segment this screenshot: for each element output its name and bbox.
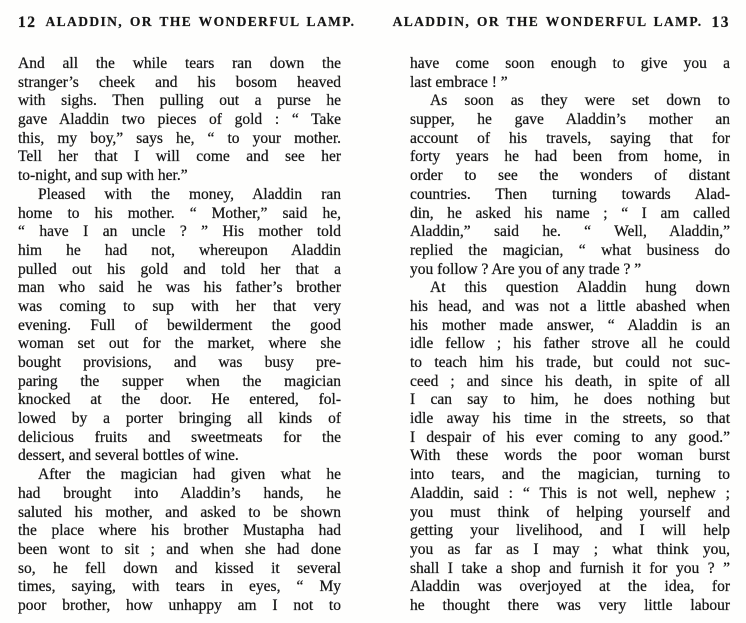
text-line: paring the supper when the magician	[18, 372, 341, 390]
left-page-header	[18, 14, 356, 55]
left-page-number: 12	[18, 14, 37, 31]
text-line: times, saying, with tears in eyes, “ My	[18, 578, 341, 596]
text-line: delicious fruits and sweetmeats for the	[18, 428, 341, 446]
right-page	[392, 14, 730, 616]
text-line: Tell her that I will come and see her	[18, 148, 341, 166]
text-line: account of his travels, saying that for	[410, 129, 730, 147]
text-line: dessert, and several bottles of wine.	[18, 447, 239, 465]
text-line: last embrace ! ”	[410, 73, 508, 91]
text-line: Aladdin, said : “ This is not well, nephew ;	[410, 484, 730, 502]
text-line: I despair of his ever coming to any good.”	[410, 428, 730, 446]
text-line: woman set out for the market, where she	[18, 335, 341, 353]
right-page-header	[392, 14, 730, 55]
text-line: saluted his mother, and asked to be shown	[18, 503, 341, 521]
text-line: Pleased with the money, Aladdin ran	[38, 185, 341, 203]
text-line: shall I take a shop and furnish it for you ? ”	[410, 559, 730, 577]
text-line: “ have I an uncle ? ” His mother told	[18, 223, 341, 241]
right-running-title: ALADDIN, OR THE WONDERFUL LAMP.	[392, 14, 703, 29]
text-line: pulled out his gold and told her that a	[18, 260, 341, 278]
text-line: din, he asked his name ; “ I am called	[410, 204, 730, 222]
text-line: bought provisions, and was busy pre-	[18, 354, 341, 371]
text-line: poor brother, how unhappy am I not to	[18, 596, 341, 614]
text-line: with sighs. Then pulling out a purse he	[18, 92, 341, 110]
text-line: this, my boy,” says he, “ to your mother.	[18, 129, 341, 147]
text-line: gave Aladdin two pieces of gold : “ Take	[18, 111, 341, 129]
text-line: his head, and was not a little abashed when	[410, 297, 730, 315]
text-line: the place where his brother Mustapha had	[18, 522, 341, 540]
text-line: supper, he gave Aladdin’s mother an	[410, 111, 730, 129]
text-line: so, he fell down and kissed it several	[18, 559, 341, 577]
text-line: And all the while tears ran down the	[18, 55, 341, 72]
text-line: you follow ? Are you of any trade ? ”	[410, 260, 642, 278]
text-line: you must think of helping yourself and	[410, 503, 730, 521]
text-line: was coming to sup with her that very	[18, 297, 341, 315]
text-line: At this question Aladdin hung down	[430, 279, 730, 297]
text-line: stranger’s cheek and his bosom heaved	[18, 73, 341, 91]
text-line: him he had not, whereupon Aladdin	[18, 241, 341, 259]
text-line: been wont to sit ; and when she had done	[18, 540, 341, 558]
text-line: his mother made answer, “ Aladdin is an	[410, 316, 730, 334]
text-line: home to his mother. “ Mother,” said he,	[18, 204, 341, 222]
text-line: idle fellow ; his father strove all he could	[410, 335, 730, 353]
text-line: to teach him his trade, but could not suc-	[410, 354, 730, 371]
left-running-title: ALADDIN, OR THE WONDERFUL LAMP.	[45, 14, 356, 29]
right-page-number: 13	[711, 14, 730, 31]
text-line: As soon as they were set down to	[430, 92, 730, 110]
text-line: evening. Full of bewilderment the good	[18, 316, 341, 334]
text-line: getting your livelihood, and I will help	[410, 522, 730, 540]
text-line: had brought into Aladdin’s hands, he	[18, 484, 341, 502]
text-line: to-night, and sup with her.”	[18, 167, 188, 185]
text-line: you as far as I may ; what think you,	[410, 540, 730, 558]
text-line: With these words the poor woman burst	[410, 447, 730, 465]
text-line: lowed by a porter bringing all kinds of	[18, 410, 341, 428]
text-line: Aladdin,” said he. “ Well, Aladdin,”	[410, 223, 730, 241]
text-line: ceed ; and since his death, in spite of all	[410, 372, 730, 390]
text-line: man who said he was his father’s brother	[18, 279, 341, 297]
text-line: forty years he had been from home, in	[410, 148, 730, 166]
text-line: have come soon enough to give you a	[410, 55, 730, 72]
text-line: knocked at the door. He entered, fol-	[18, 391, 341, 409]
text-line: idle away his time in the streets, so that	[410, 410, 730, 428]
text-line: order to see the wonders of distant	[410, 167, 730, 185]
text-line: into tears, and the magician, turning to	[410, 466, 730, 484]
text-line: Aladdin was overjoyed at the idea, for	[410, 578, 730, 596]
text-line: replied the magician, “ what business do	[410, 241, 730, 259]
left-page	[18, 14, 356, 616]
text-line: I can say to him, he does nothing but	[410, 391, 730, 409]
right-page-lines	[410, 55, 730, 616]
left-page-lines	[18, 55, 341, 616]
text-line: countries. Then turning towards Alad-	[410, 185, 730, 203]
text-line: he thought there was very little labour	[410, 596, 730, 614]
text-line: After the magician had given what he	[38, 466, 341, 484]
